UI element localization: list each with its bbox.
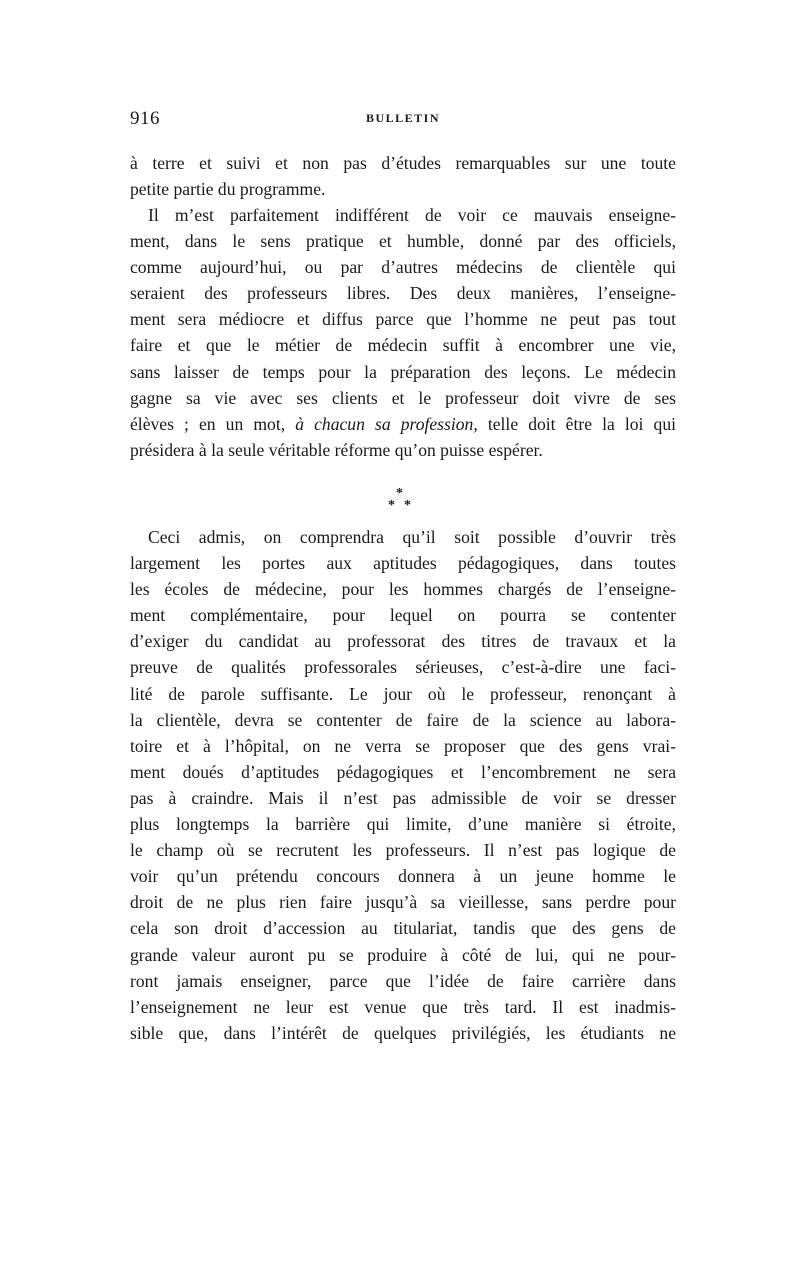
text-line: ment complémentaire, pour lequel on pourra se contenter bbox=[130, 605, 676, 626]
page-header bbox=[130, 108, 676, 138]
text-line: ment, dans le sens pratique et humble, donné par des officiels, bbox=[130, 231, 676, 252]
text-line: les écoles de médecine, pour les hommes chargés de l’enseigne- bbox=[130, 579, 676, 600]
text-line: preuve de qualités professorales sérieuses, c’est-à-dire une faci- bbox=[130, 657, 676, 678]
text-line: ront jamais enseigner, parce que l’idée de faire carrière dans bbox=[130, 970, 676, 991]
text-line: à terre et suivi et non pas d’études remarquables sur une toute bbox=[130, 153, 676, 173]
text-line: Ceci admis, on comprendra qu’il soit possible d’ouvrir très bbox=[148, 527, 676, 547]
text-line: grande valeur auront pu se produire à côté de lui, qui ne pour- bbox=[130, 944, 676, 965]
running-head: BULLETIN bbox=[365, 111, 441, 125]
page-number: 916 bbox=[130, 108, 160, 129]
text-line: Il m’est parfaitement indifférent de voir ce mauvais enseigne- bbox=[148, 205, 676, 225]
text-line: toire et à l’hôpital, on ne verra se proposer que des gens vrai- bbox=[130, 735, 676, 756]
paragraph-ceci-admis bbox=[130, 524, 676, 1046]
text-line: seraient des professeurs libres. Des deux manières, l’enseigne- bbox=[130, 283, 676, 304]
text-line: plus longtemps la barrière qui limite, d’une manière si étroite, bbox=[130, 814, 676, 835]
text-line: ment sera médiocre et diffus parce que l’homme ne peut pas tout bbox=[130, 309, 676, 330]
text-line: petite partie du programme. bbox=[130, 179, 326, 200]
text-line: ment doués d’aptitudes pédagogiques et l’encombrement ne sera bbox=[130, 761, 676, 782]
separator-asterisk: * bbox=[404, 498, 411, 513]
text-line: le champ où se recrutent les professeurs. Il n’est pas logique de bbox=[130, 840, 676, 861]
text-line: cela son droit d’accession au titulariat, tandis que des gens de bbox=[130, 918, 676, 939]
section-separator bbox=[370, 486, 430, 520]
text-line: pas à craindre. Mais il n’est pas admissible de voir se dresser bbox=[130, 787, 676, 808]
paragraph-officiels bbox=[130, 202, 676, 463]
text-run: élèves ; en un mot, bbox=[130, 413, 296, 434]
text-line: l’enseignement ne leur est venue que très tard. Il est inadmis- bbox=[130, 996, 676, 1017]
text-line: la clientèle, devra se contenter de faire de la science au labora- bbox=[130, 709, 676, 730]
separator-asterisk: * bbox=[388, 498, 395, 513]
text-run: telle doit être la loi qui bbox=[477, 413, 677, 434]
text-line: présidera à la seule véritable réforme qu’on puisse espérer. bbox=[130, 439, 543, 460]
text-line-with-emphasis bbox=[130, 411, 676, 437]
text-line: gagne sa vie avec ses clients et le professeur doit vivre de ses bbox=[130, 387, 676, 408]
text-line: lité de parole suffisante. Le jour où le professeur, renonçant à bbox=[130, 683, 676, 704]
text-line: d’exiger du candidat au professorat des titres de travaux et la bbox=[130, 631, 676, 652]
text-line: faire et que le métier de médecin suffit à encombrer une vie, bbox=[130, 335, 676, 356]
text-line: comme aujourd’hui, ou par d’autres médecins de clientèle qui bbox=[130, 257, 676, 278]
text-line: sans laisser de temps pour la préparation des leçons. Le médecin bbox=[130, 361, 676, 382]
text-line: droit de ne plus rien faire jusqu’à sa vieillesse, sans perdre pour bbox=[130, 892, 676, 913]
text-line: largement les portes aux aptitudes pédagogiques, dans toutes bbox=[130, 553, 676, 574]
separator-asterisk: * bbox=[396, 486, 403, 501]
paragraph-continuation bbox=[130, 150, 676, 202]
italic-phrase: à chacun sa profession, bbox=[295, 413, 478, 434]
text-line: voir qu’un prétendu concours donnera à un jeune homme le bbox=[130, 866, 676, 887]
text-line: sible que, dans l’intérêt de quelques privilégiés, les étudiants ne bbox=[130, 1022, 676, 1043]
